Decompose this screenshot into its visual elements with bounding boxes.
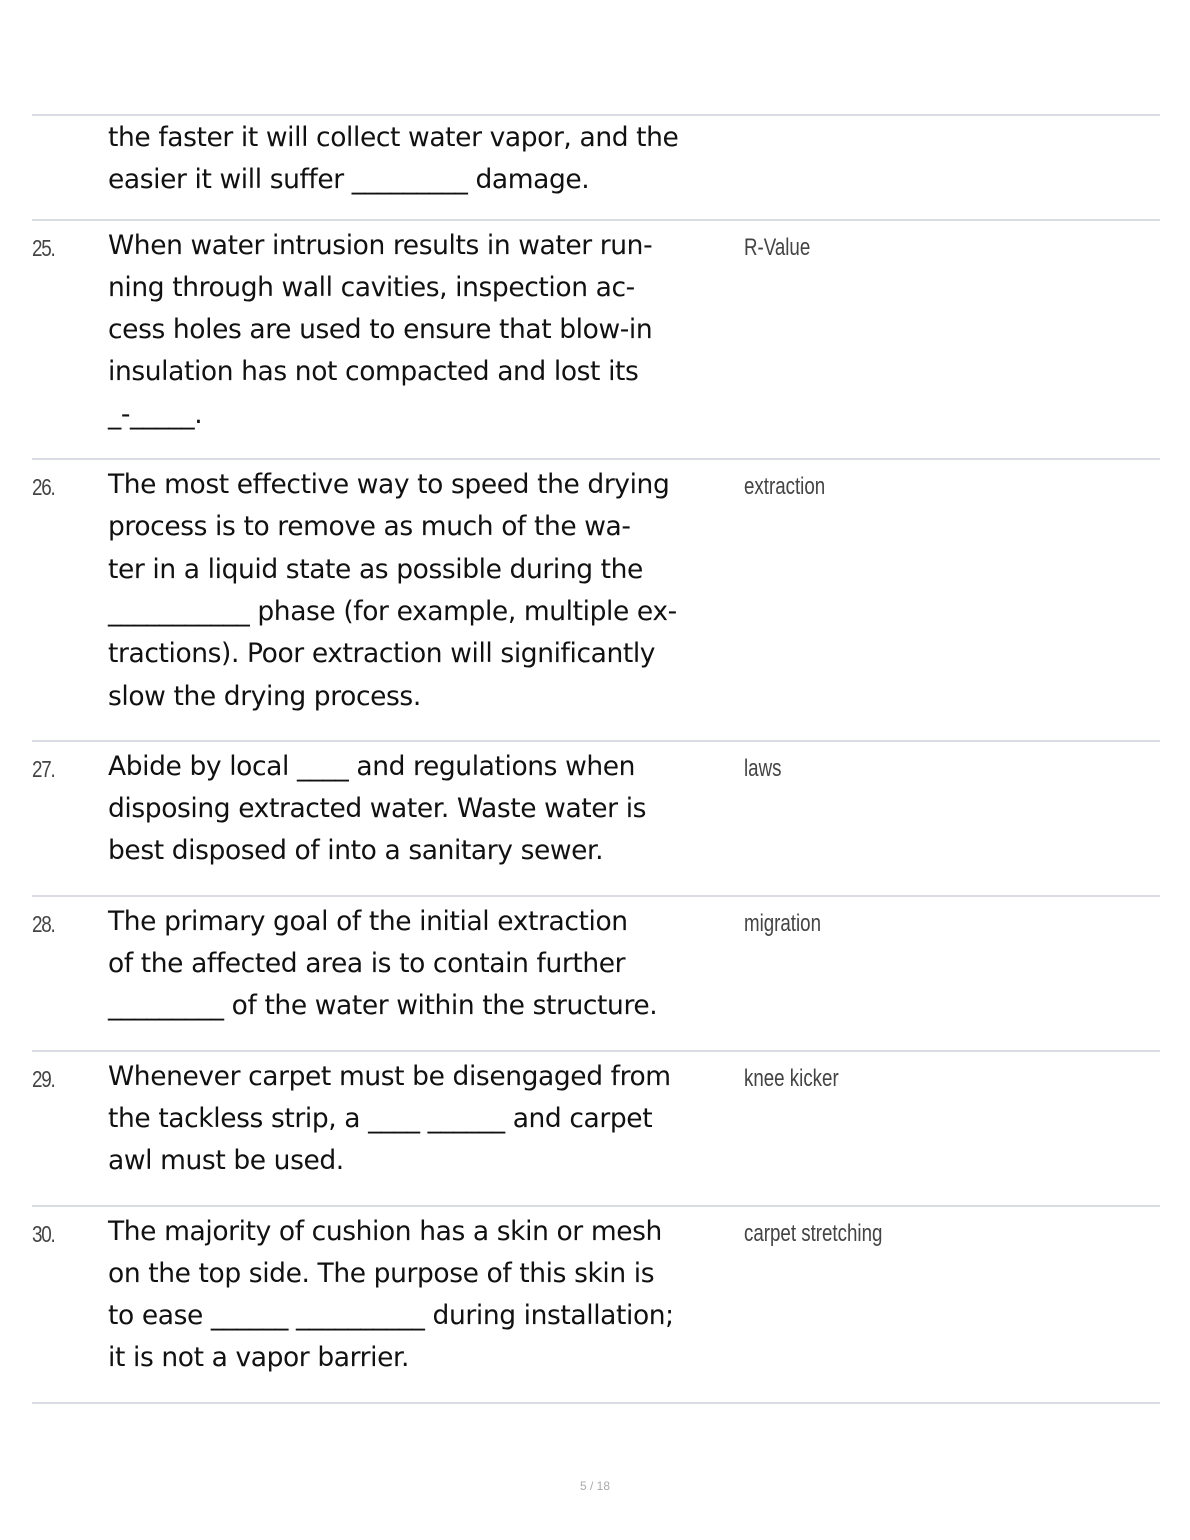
question-text (108, 1211, 744, 1380)
question-line: ter in a liquid state as possible during the (108, 553, 643, 585)
table-row (32, 897, 1160, 1052)
table-row (32, 221, 1160, 460)
question-number: 29. (32, 1065, 55, 1092)
table-row (32, 742, 1160, 897)
table-row (32, 1207, 1160, 1404)
page-indicator: 5 / 18 (579, 1479, 611, 1493)
question-text (108, 225, 744, 436)
question-line: _-_____. (108, 398, 203, 430)
table-row (32, 1052, 1160, 1207)
answer-text: R-Value (744, 233, 811, 261)
table-row (32, 116, 1160, 221)
question-line: to ease ______ __________ during installation; (108, 1300, 674, 1332)
question-text (108, 1056, 744, 1183)
question-line: cess holes are used to ensure that blow-in (108, 314, 653, 346)
answer-text: knee kicker (744, 1064, 839, 1092)
question-number: 28. (32, 910, 55, 937)
question-line: process is to remove as much of the wa- (108, 511, 631, 543)
answer-text (744, 117, 1068, 202)
question-line: it is not a vapor barrier. (108, 1342, 410, 1374)
question-line: ning through wall cavities, inspection ac- (108, 271, 635, 303)
question-line: best disposed of into a sanitary sewer. (108, 835, 604, 867)
answer-text: migration (744, 909, 822, 937)
question-table (32, 114, 1160, 1404)
question-line: tractions). Poor extraction will significantly (108, 638, 656, 670)
question-line: slow the drying process. (108, 680, 421, 712)
question-text (108, 901, 744, 1028)
question-number: 27. (32, 755, 55, 782)
answer-text: carpet stretching (744, 1219, 883, 1247)
question-line: When water intrusion results in water run- (108, 229, 653, 261)
question-line: The most effective way to speed the drying (108, 469, 670, 501)
question-line: Whenever carpet must be disengaged from (108, 1060, 671, 1092)
question-line: ___________ phase (for example, multiple ex- (108, 595, 677, 627)
question-line: Abide by local ____ and regulations when (108, 750, 636, 782)
question-number: 30. (32, 1220, 55, 1247)
question-line: awl must be used. (108, 1145, 344, 1177)
question-text (108, 117, 744, 202)
question-line: The majority of cushion has a skin or mesh (108, 1215, 662, 1247)
answer-text: extraction (744, 473, 826, 501)
question-number (32, 117, 94, 202)
table-row (32, 460, 1160, 742)
question-line: the tackless strip, a ____ ______ and carpet (108, 1102, 653, 1134)
question-line: the faster it will collect water vapor, and the (108, 122, 679, 153)
question-text (108, 464, 744, 718)
question-line: _________ of the water within the structure. (108, 990, 658, 1022)
question-number: 26. (32, 474, 55, 501)
question-line: easier it will suffer _________ damage. (108, 164, 590, 196)
question-line: of the affected area is to contain further (108, 948, 626, 980)
question-line: disposing extracted water. Waste water is (108, 793, 647, 825)
answer-text: laws (744, 754, 782, 782)
question-line: The primary goal of the initial extraction (108, 905, 628, 937)
question-number: 25. (32, 234, 55, 261)
question-line: insulation has not compacted and lost its (108, 356, 639, 388)
question-line: on the top side. The purpose of this skin is (108, 1257, 655, 1289)
question-text (108, 746, 744, 873)
